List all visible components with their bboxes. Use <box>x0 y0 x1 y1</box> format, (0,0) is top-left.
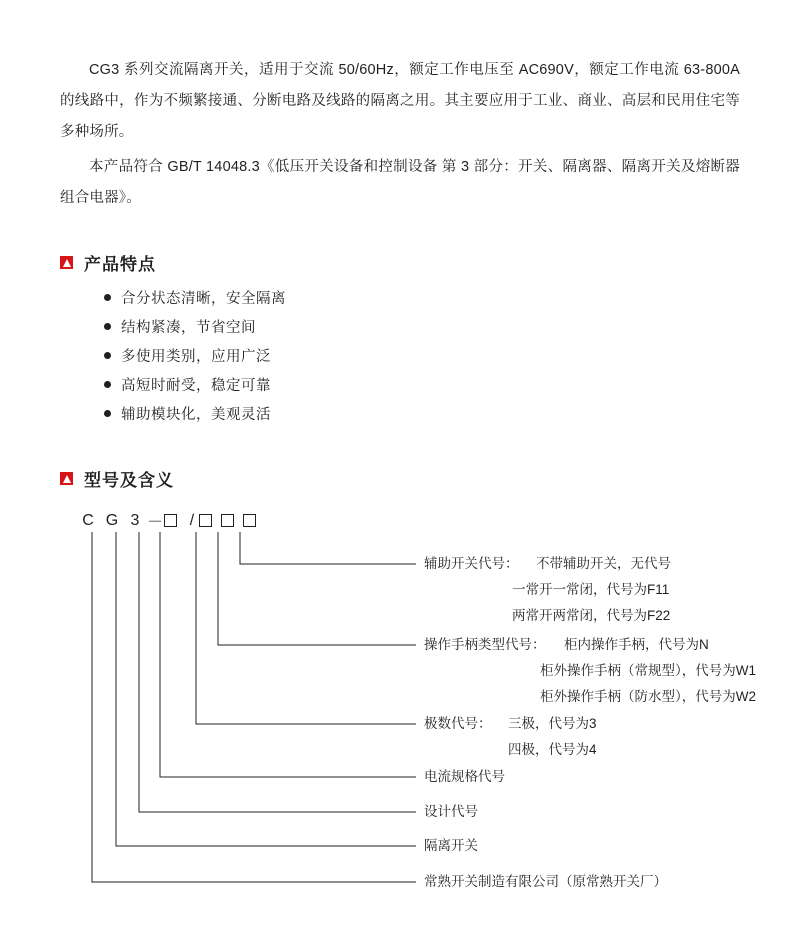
feature-text: 结构紧凑，节省空间 <box>121 320 256 336</box>
bullet-icon <box>104 381 111 388</box>
code-char-3: 3 <box>130 511 140 529</box>
code-slash: / <box>189 511 195 529</box>
list-item <box>104 343 740 372</box>
bullet-icon <box>104 352 111 359</box>
annotation-title: 辅助开关代号： <box>424 556 519 571</box>
list-item <box>104 401 740 430</box>
model-code-row <box>76 509 256 532</box>
code-dash: － <box>146 514 163 531</box>
bullet-icon <box>104 410 111 417</box>
annotation-current-rating-code <box>424 766 505 788</box>
intro-paragraph-1: CG3 系列交流隔离开关，适用于交流 50/60Hz，额定工作电压至 AC690V，额定工作电流 63-800A 的线路中，作为不频繁接通、分断电路及线路的隔离之用。其主要应用于工业、商业、高层和民用住宅等多种场所。 <box>60 62 740 140</box>
model-designation-diagram <box>60 509 756 929</box>
annotation-auxiliary-line-2: 一常开一常闭，代号为F11 <box>512 582 670 597</box>
annotation-isolating-switch <box>424 835 478 857</box>
list-item <box>104 372 740 401</box>
annotation-pole-line-1: 三极，代号为3 <box>508 716 597 731</box>
model-title: 型号及含义 <box>84 471 174 490</box>
code-char-c: C <box>82 511 94 529</box>
bullet-icon <box>104 323 111 330</box>
intro-paragraph-2: 本产品符合 GB/T 14048.3《低压开关设备和控制设备 第 3 部分：开关、隔离器、隔离开关及熔断器组合电器》。 <box>60 159 740 206</box>
code-char-g: G <box>105 511 119 529</box>
features-title: 产品特点 <box>84 255 156 274</box>
annotation-design-code <box>424 801 478 823</box>
annotation-title: 隔离开关 <box>424 838 478 853</box>
list-item <box>104 314 740 343</box>
bullet-icon <box>104 294 111 301</box>
section-marker-icon <box>60 256 73 269</box>
code-box-poles <box>199 514 212 527</box>
annotation-auxiliary-line-3: 两常开两常闭，代号为F22 <box>512 608 671 623</box>
features-section-header <box>60 250 740 275</box>
code-box-current <box>164 514 177 527</box>
annotation-title: 常熟开关制造有限公司（原常熟开关厂） <box>424 874 667 889</box>
code-box-handle <box>221 514 234 527</box>
list-item <box>104 285 740 314</box>
annotation-title: 设计代号 <box>424 804 478 819</box>
features-list <box>60 285 740 430</box>
annotation-handle-line-3: 柜外操作手柄（防水型），代号为W2 <box>540 689 756 704</box>
feature-text: 高短时耐受，稳定可靠 <box>121 378 271 394</box>
code-box-auxiliary <box>243 514 256 527</box>
annotation-title: 电流规格代号 <box>424 769 505 784</box>
model-section-header <box>60 466 740 491</box>
annotation-pole-line-2: 四极，代号为4 <box>508 742 597 757</box>
annotation-handle-line-1: 柜内操作手柄，代号为N <box>564 637 709 652</box>
annotation-manufacturer <box>424 871 667 893</box>
annotation-title: 极数代号： <box>424 716 492 731</box>
feature-text: 多使用类别，应用广泛 <box>121 349 271 365</box>
feature-text: 合分状态清晰，安全隔离 <box>121 291 286 307</box>
annotation-auxiliary-line-1: 不带辅助开关，无代号 <box>536 556 671 571</box>
annotation-title: 操作手柄类型代号： <box>424 637 546 652</box>
feature-text: 辅助模块化，美观灵活 <box>121 407 271 423</box>
annotation-handle-line-2: 柜外操作手柄（常规型），代号为W1 <box>540 663 756 678</box>
section-marker-icon <box>60 472 73 485</box>
